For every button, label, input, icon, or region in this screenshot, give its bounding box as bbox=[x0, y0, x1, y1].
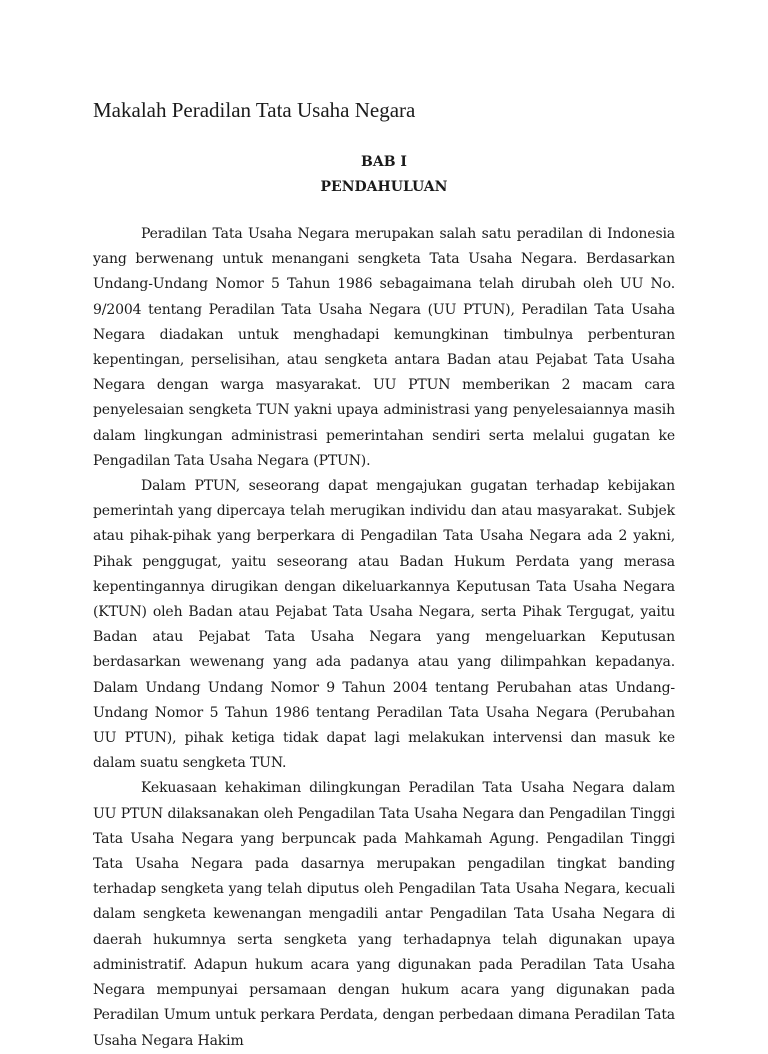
document-page bbox=[93, 96, 675, 1054]
chapter-title: PENDAHULUAN bbox=[320, 179, 448, 195]
paragraph-3: Kekuasaan kehakiman dilingkungan Peradilan Tata Usaha Negara dalam UU PTUN dilaksanakan oleh Pengadilan Tata Usaha Negara dan Pengadilan Tinggi Tata Usaha Negara yang berpuncak pada Mahkamah Agung. Pengadilan Tinggi Tata Usaha Negara pada dasarnya merupakan pengadilan tingkat banding terhadap sengketa yang telah diputus oleh Pengadilan Tata Usaha Negara, kecuali dalam sengketa kewenangan mengadili antar Pengadilan Tata Usaha Negara di daerah hukumnya serta sengketa yang terhadapnya telah digunakan upaya administratif. Adapun hukum acara yang digunakan pada Peradilan Tata Usaha Negara mempunyai persamaan dengan hukum acara yang digunakan pada Peradilan Umum untuk perkara Perdata, dengan perbedaan dimana Peradilan Tata Usaha Negara Hakim bbox=[93, 780, 675, 1049]
document-title: Makalah Peradilan Tata Usaha Negara bbox=[93, 98, 416, 122]
paragraph-2: Dalam PTUN, seseorang dapat mengajukan gugatan terhadap kebijakan pemerintah yang dipercaya telah merugikan individu dan atau masyarakat. Subjek atau pihak-pihak yang berperkara di Pengadilan Tata Usaha Negara ada 2 yakni, Pihak penggugat, yaitu seseorang atau Badan Hukum Perdata yang merasa kepentingannya dirugikan dengan dikeluarkannya Keputusan Tata Usaha Negara (KTUN) oleh Badan atau Pejabat Tata Usaha Negara, serta Pihak Tergugat, yaitu Badan atau Pejabat Tata Usaha Negara yang mengeluarkan Keputusan berdasarkan wewenang yang ada padanya atau yang dilimpahkan kepadanya. Dalam Undang Undang Nomor 9 Tahun 2004 tentang Perubahan atas Undang-Undang Nomor 5 Tahun 1986 tentang Peradilan Tata Usaha Negara (Perubahan UU PTUN), pihak ketiga tidak dapat lagi melakukan intervensi dan masuk ke dalam suatu sengketa TUN. bbox=[93, 478, 675, 772]
paragraph-1: Peradilan Tata Usaha Negara merupakan salah satu peradilan di Indonesia yang berwenang untuk menangani sengketa Tata Usaha Negara. Berdasarkan Undang-Undang Nomor 5 Tahun 1986 sebagaimana telah dirubah oleh UU No. 9/2004 tentang Peradilan Tata Usaha Negara (UU PTUN), Peradilan Tata Usaha Negara diadakan untuk menghadapi kemungkinan timbulnya perbenturan kepentingan, perselisihan, atau sengketa antara Badan atau Pejabat Tata Usaha Negara dengan warga masyarakat. UU PTUN memberikan 2 macam cara penyelesaian sengketa TUN yakni upaya administrasi yang penyelesaiannya masih dalam lingkungan administrasi pemerintahan sendiri serta melalui gugatan ke Pengadilan Tata Usaha Negara (PTUN). bbox=[93, 226, 675, 469]
chapter-number: BAB I bbox=[361, 154, 407, 170]
